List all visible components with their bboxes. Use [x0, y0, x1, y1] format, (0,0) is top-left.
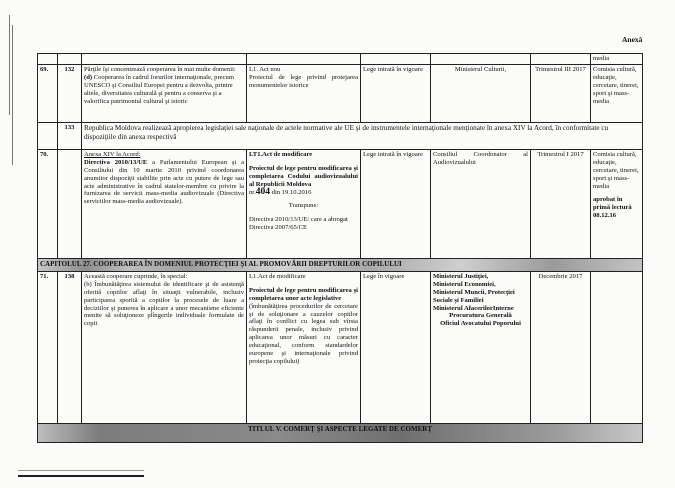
table-row	[38, 149, 643, 258]
annex-reference: Anexa XIV la Acord:	[84, 150, 141, 158]
act-date: din 19.10.2016	[270, 188, 312, 196]
institution-item: Ministerul Muncii, Protecţiei Sociale şi Familiei	[433, 288, 515, 304]
committee-cell: media	[591, 54, 643, 65]
provision-cell	[82, 64, 247, 122]
status-cell: Lege intrată în vigoare	[361, 149, 431, 258]
institution-cell	[431, 271, 531, 423]
act-type: L1. Act nou	[249, 65, 281, 73]
table-row	[38, 271, 643, 423]
chapter-header-row	[38, 258, 643, 271]
annex-label: Anexă	[622, 35, 643, 44]
provision-letter: (d)	[84, 73, 93, 81]
committee-cell: Comisia cultură, educaţie, cercetare, tineret, sport şi mass-media	[591, 64, 643, 122]
provision-cell	[82, 271, 247, 423]
act-type: LT1.Act de modificare	[249, 150, 313, 158]
merged-provision-text: Republica Moldova realizează apropierea legislaţiei sale naţionale de actele normative ale UE şi de instrumentele internaţionale menţionate în anexa XIV la Acord, în conformitate cu dispoziţiile din anexa respectivă	[82, 122, 643, 149]
institution-cell: Consiliul Coordonator al Audiovizualului	[431, 149, 531, 258]
table-row-continued	[38, 54, 643, 65]
article-number: 132	[58, 64, 82, 122]
institution-item: Procuratura Generală	[449, 312, 512, 320]
institution-item: Ministerul Justiţiei,	[433, 272, 489, 280]
title-header-row	[38, 423, 643, 442]
committee-cell	[591, 149, 643, 258]
provision-text: (b) Îmbunătăţirea sistemului de identificare şi de asistenţă oferită copiilor aflaţi în situaţii vulnerabile, inclusiv participarea sporită a copiilor la procesele de luare a deciziilor şi punerea în aplicare a unor mecanisme eficiente menite să soluţioneze plîngerile individuale formulate de copii	[84, 280, 244, 328]
row-number: 71.	[38, 271, 58, 423]
table-row	[38, 64, 643, 122]
directive-text: a Parlamentului European şi a Consiliului din 10 martie 2010 privind coordonarea anumitor dispoziţii stabilite prin acte cu putere de lege sau acte administrative în cadrul statelor-membre cu privire la furnizarea de servicii mass-media audiovizuale (Directiva serviciilor mass-media audiovizuale).	[84, 158, 245, 206]
directive-name: Directiva 2010/13/UE	[84, 158, 148, 166]
term-cell: Trimestrul I 2017	[531, 149, 591, 258]
act-text: (îmbunătăţirea procedurilor de cercetare şi de soluţionare a cauzelor copiilor aflaţi în conflict cu legea sub vîrsta răspunderii penale, inclusiv privind aplicarea unor măsuri cu caracter educaţional, conform standardelor europene şi internaţionale privind protecţia copilului)	[249, 302, 358, 365]
article-number: 138	[58, 271, 82, 423]
status-cell: Lege în vigoare	[361, 271, 431, 423]
act-text-bold: Proiectul de lege pentru modificarea şi completarea unor acte legislative	[249, 286, 358, 302]
binding-margin-line	[9, 15, 10, 115]
approval-note: aprobat în primă lectură 08.12.16	[593, 196, 632, 220]
institution-item: Oficiul Avocatului Poporului	[440, 320, 521, 328]
institution-item: Ministerul Economiei,	[433, 280, 496, 288]
act-number: 404	[255, 186, 271, 197]
act-cell	[247, 271, 361, 423]
status-cell: Lege intrată în vigoare	[361, 64, 431, 122]
provision-intro: Părţile îşi concentrează cooperarea în mai multe domenii:	[84, 65, 236, 73]
footnote-separator	[18, 470, 144, 471]
row-number: 69.	[38, 64, 58, 122]
table-row-merged	[38, 122, 643, 149]
binding-margin-line	[12, 25, 13, 165]
row-number: 70.	[38, 149, 58, 258]
institution-item: Ministerul AfacerilorInterne	[433, 304, 514, 312]
chapter-title: CAPITOLUL 27. COOPERAREA ÎN DOMENIUL PROTECŢIEI ŞI AL PROMOVĂRII DREPTURILOR COPILULUI	[38, 258, 643, 271]
provision-text: Cooperarea în cadrul forurilor internaţionale, precum UNESCO şi Consiliul Europei pentru a dezvolta, printre altele, diversitatea culturală şi pentru a conserva şi a valorifica patrimoniul cultural şi istoric	[84, 73, 234, 105]
term-cell: Trimestrul III 2017	[531, 64, 591, 122]
title-heading: TITLUL V. COMERŢ ŞI ASPECTE LEGATE DE COMERŢ	[38, 423, 643, 442]
act-text: Proiectul de lege privind protejarea monumentelor istorice	[249, 73, 358, 89]
act-text: Proiectul de lege pentru modificarea şi completarea Codului audiovizualului al Republicii Moldova	[249, 164, 358, 188]
institution-cell: Ministerul Culturii,	[431, 64, 531, 122]
act-number-prefix: nr.	[249, 188, 256, 196]
act-type: L1.Act de modificare	[249, 272, 306, 280]
act-cell	[247, 149, 361, 258]
action-plan-table	[37, 53, 643, 443]
footnote-separator	[18, 475, 144, 477]
committee-cell	[591, 271, 643, 423]
transpose-label: Transpune:	[288, 202, 319, 210]
act-cell	[247, 64, 361, 122]
term-cell: Decembrie 2017	[531, 271, 591, 423]
committee-name: Comisia cultură, educaţie, cercetare, tineret, sport şi mass-media	[593, 150, 639, 190]
article-number: 133	[58, 122, 82, 149]
provision-intro: Această cooperare cuprinde, în special:	[84, 272, 188, 280]
transpose-text: Directiva 2010/13/UE/ care a abrogat Directiva 2007/65/CE	[249, 216, 348, 232]
provision-cell	[82, 149, 247, 258]
